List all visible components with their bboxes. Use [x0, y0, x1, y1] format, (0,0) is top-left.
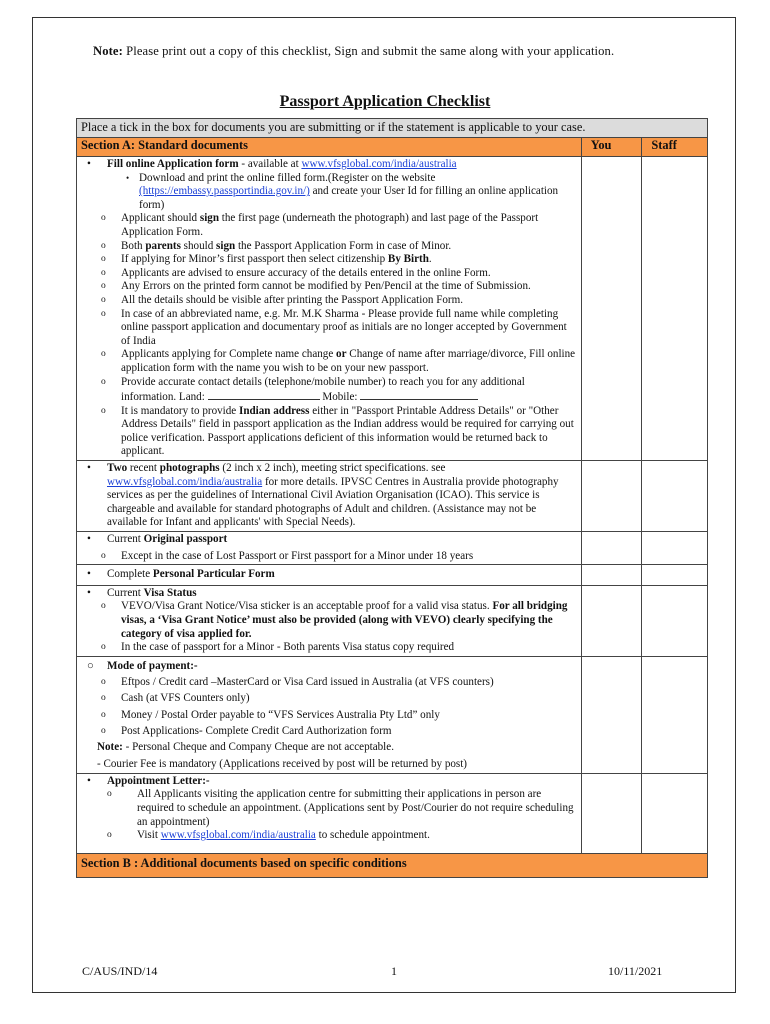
section-b-title: Section B : Additional documents based on specific conditions: [77, 853, 708, 877]
circle-bullet-icon: o: [101, 405, 106, 416]
note-text: Note: Please print out a copy of this checklist, Sign and submit the same along with your application.: [93, 44, 615, 58]
table-row: [77, 461, 708, 532]
you-checkbox[interactable]: [581, 157, 642, 461]
circle-bullet-icon: o: [101, 281, 106, 292]
bullet-icon: •: [126, 172, 130, 183]
circle-bullet-icon: o: [101, 376, 106, 387]
section-a-header: [77, 138, 708, 157]
circle-bullet-icon: o: [101, 267, 106, 278]
bullet-icon: •: [87, 533, 91, 546]
checklist-table: [76, 118, 708, 878]
staff-checkbox[interactable]: [642, 773, 708, 853]
vfs-link[interactable]: www.vfsglobal.com/india/australia: [107, 475, 263, 488]
table-row: [77, 656, 708, 773]
payment-note: Note: - Personal Cheque and Company Cheque are not acceptable.: [97, 741, 394, 754]
document-code: C/AUS/IND/14: [82, 964, 158, 978]
vfs-link[interactable]: www.vfsglobal.com/india/australia: [301, 158, 457, 170]
section-a-title: Section A: Standard documents: [77, 138, 582, 157]
vfs-link[interactable]: www.vfsglobal.com/india/australia: [160, 829, 316, 842]
you-checkbox[interactable]: [581, 585, 642, 656]
staff-checkbox[interactable]: [642, 565, 708, 586]
courier-note: - Courier Fee is mandatory (Applications received by post will be returned by post): [97, 757, 468, 770]
page-number: 1: [391, 964, 397, 978]
bullet-icon: •: [87, 462, 91, 475]
table-row: [77, 532, 708, 565]
visa-status-item: • Current Visa Status o VEVO/Visa Grant Notice/Visa sticker is an acceptable proof for a valid visa status. For all bridging visas, a ‘Visa Grant Notice’ must also be provided (along with VEVO) clearly specifying the category of visa applied for. o In the case of passport for a Minor - Both parents Visa status copy required: [87, 586, 568, 654]
payment-item: ○ Mode of payment:- o Eftpos / Credit card –MasterCard or Visa Card issued in Australia (at VFS counters) o Cash (at VFS Counters only) o Money / Postal Order payable to “VFS Services Australia Pty Ltd” only o Post Applications- Complete Credit Card Authorization form Note: - Personal Cheque and Company Cheque are not acceptable. - Courier Fee is mandatory (Applications received by post will be returned by post): [77, 657, 581, 773]
table-row: [77, 773, 708, 853]
staff-checkbox[interactable]: [642, 532, 708, 565]
circle-bullet-icon: o: [101, 693, 106, 704]
staff-checkbox[interactable]: [642, 157, 708, 461]
circle-bullet-icon: o: [101, 642, 106, 653]
circle-bullet-icon: o: [101, 725, 106, 736]
staff-checkbox[interactable]: [642, 585, 708, 656]
staff-checkbox[interactable]: [642, 656, 708, 773]
landline-blank[interactable]: [208, 389, 320, 400]
circle-bullet-icon: o: [101, 294, 106, 305]
hollow-bullet-icon: ○: [87, 659, 94, 672]
intro-row: [77, 119, 708, 138]
you-checkbox[interactable]: [581, 461, 642, 532]
staff-column-header: Staff: [642, 138, 708, 157]
intro-text: Place a tick in the box for documents you are submitting or if the statement is applicable to your case.: [77, 119, 708, 138]
photographs-item: • Two recent photographs (2 inch x 2 inch), meeting strict specifications. see www.vfsglobal.com/india/australia for more details. IPVSC Centres in Australia provide photography services as per the guidelines of International Civil Aviation Organisation (ICAO). This service is chargeable and available for standard photographs of Adult and children. (Assistance may not be available for Infant and applicants' with Special Needs).: [87, 462, 559, 529]
personal-particular-item: • Complete Personal Particular Form: [87, 568, 275, 581]
page-title: Passport Application Checklist: [279, 93, 491, 110]
bullet-icon: •: [87, 568, 91, 581]
fill-online-item: • Fill online Application form - available at www.vfsglobal.com/india/australia • Download and print the online filled form.(Register on the website (https://embassy.passportindia.gov.in/) and create your User Id for filling an online application form) o Applicant should sign the first page (underneath the photograph) and last page of the Passport Application Form. o Both parents should sign the Passport Application Form in case of Minor. o If applying for Minor’s first passport then select citizenship By Birth. o Applicants are advised to ensure accuracy of the details entered in the online Form. o Any Errors on the printed form cannot be modified by Pen/Pencil at the time of Submission. o All the details should be visible after printing the Passport Application Form. o In case of an abbreviated name, e.g. Mr. M.K Sharma - Please provide full name while completing online passport application and documentary proof as initials are no longer accepted by Government of India o Applicants applying for Complete name change or Change of name after marriage/divorce, Fill online application form with the name you wish to be on your new passport. o Provide accurate contact details (telephone/mobile number) to reach you for any additional information. Land: Mobile: o It is mandatory to provide Indian address either in "Passport Printable Address Details" or "Other Address Details" field in passport application as the Indian address would be required for carrying out police verification. Passport applications deficient of this information would be returned back to applicant.: [87, 158, 576, 458]
bullet-icon: •: [87, 774, 91, 787]
circle-bullet-icon: o: [101, 308, 106, 319]
circle-bullet-icon: o: [101, 254, 106, 265]
circle-bullet-icon: o: [107, 789, 112, 800]
circle-bullet-icon: o: [101, 677, 106, 688]
bullet-icon: •: [87, 158, 91, 170]
you-column-header: You: [581, 138, 642, 157]
document-date: 10/11/2021: [608, 964, 663, 978]
mobile-blank[interactable]: [360, 389, 478, 400]
table-row: [77, 565, 708, 586]
circle-bullet-icon: o: [101, 550, 106, 561]
section-b-header: [77, 853, 708, 877]
circle-bullet-icon: o: [101, 601, 106, 612]
original-passport-item: • Current Original passport o Except in the case of Lost Passport or First passport for a Minor under 18 years: [87, 533, 474, 562]
circle-bullet-icon: o: [107, 830, 112, 841]
circle-bullet-icon: o: [101, 240, 106, 251]
you-checkbox[interactable]: [581, 532, 642, 565]
passportindia-link[interactable]: (https://embassy.passportindia.gov.in/): [139, 185, 310, 198]
you-checkbox[interactable]: [581, 773, 642, 853]
appointment-item: • Appointment Letter:- o All Applicants visiting the application centre for submitting their applications in person are required to schedule an appointment. (Applications sent by Post/Courier do not require scheduling an appointment) o Visit www.vfsglobal.com/india/australia to schedule appointment.: [87, 774, 574, 842]
bullet-icon: •: [87, 586, 91, 599]
staff-checkbox[interactable]: [642, 461, 708, 532]
circle-bullet-icon: o: [101, 349, 106, 360]
you-checkbox[interactable]: [581, 565, 642, 586]
circle-bullet-icon: o: [101, 709, 106, 720]
circle-bullet-icon: o: [101, 213, 106, 224]
table-row: [77, 585, 708, 656]
table-row: [77, 157, 708, 461]
you-checkbox[interactable]: [581, 656, 642, 773]
